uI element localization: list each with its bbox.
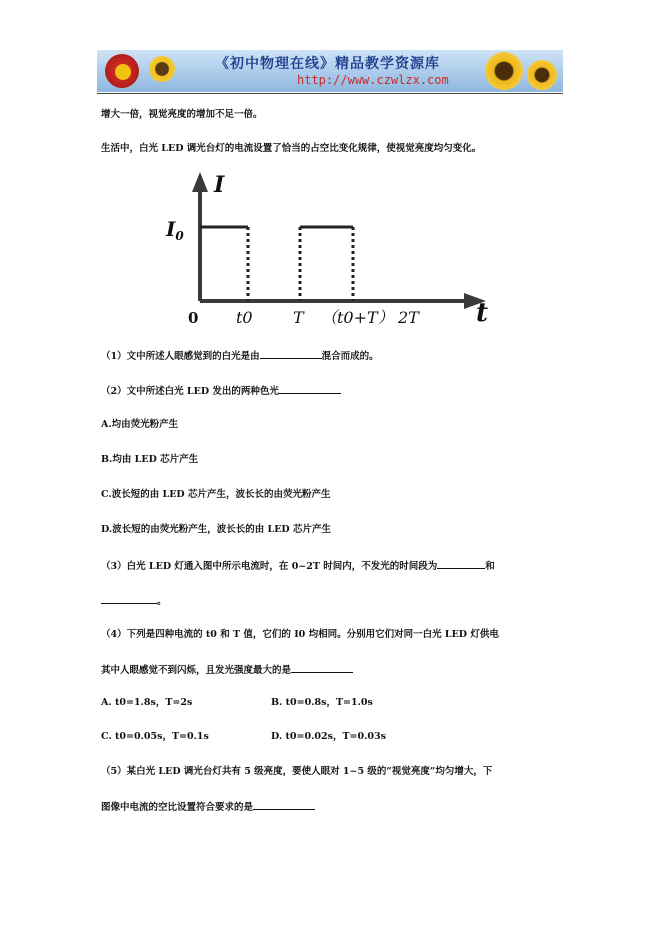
sunflower-icon: [149, 56, 175, 82]
sunflower-icon: [527, 60, 557, 90]
question-2: [101, 384, 341, 398]
answer-blank[interactable]: [291, 663, 353, 673]
sunflower-icon: [485, 52, 523, 90]
y-axis-label: I: [214, 172, 225, 198]
tick-label: （t0+T）: [321, 308, 394, 327]
level-label: [165, 217, 184, 243]
question-5-line-2: [101, 800, 315, 814]
question-3-cont: [101, 594, 167, 608]
question-4-line-1: （4）下列是四种电流的 t0 和 T 值，它们的 I0 均相同。分别用它们对同一白光 LED 灯供电: [101, 629, 499, 640]
tick-labels: [236, 308, 420, 327]
tick-label: t0: [236, 308, 253, 327]
question-5-text: 图像中电流的空比设置符合要求的是: [101, 802, 254, 813]
banner-title: 《初中物理在线》精品教学资源库: [215, 56, 440, 72]
y-axis: [192, 172, 208, 301]
current-time-graph: [150, 170, 500, 335]
answer-blank[interactable]: [437, 559, 485, 569]
answer-blank[interactable]: [253, 800, 315, 810]
question-4-line-2: [101, 663, 353, 677]
plot-series: [200, 227, 353, 301]
level-label-base: I: [166, 217, 176, 241]
tick-label: 2T: [398, 308, 419, 327]
banner-url[interactable]: http://www.czwlzx.com: [297, 73, 449, 87]
level-label-sub: 0: [175, 229, 184, 243]
question-2-text: （2）文中所述白光 LED 发出的两种色光: [101, 386, 279, 397]
question-2-option-a: A.均由荧光粉产生: [101, 419, 179, 430]
question-4-option-b: B. t0=0.8s，T=1.0s: [271, 697, 373, 708]
logo-sun-icon: [115, 64, 131, 80]
x-axis: [200, 293, 486, 309]
question-2-option-c: C.波长短的由 LED 芯片产生，波长长的由荧光粉产生: [101, 489, 331, 500]
answer-blank[interactable]: [101, 594, 157, 604]
question-1-text: （1）文中所述人眼感觉到的白光是由: [101, 351, 260, 362]
question-3-text: （3）白光 LED 灯通入图中所示电流时，在 0~2T 时间内，不发光的时间段为: [101, 561, 438, 572]
question-3-mid: 和: [485, 561, 495, 572]
paragraph: 生活中，白光 LED 调光台灯的电流设置了恰当的占空比变化规律，使视觉亮度均匀变化。: [101, 143, 482, 154]
tick-label: T: [293, 308, 304, 327]
question-1: [101, 349, 379, 363]
question-4-text: 其中人眼感觉不到闪烁，且发光强度最大的是: [101, 665, 292, 676]
header-banner: [97, 50, 563, 92]
answer-blank[interactable]: [260, 349, 322, 359]
x-axis-label: t: [476, 298, 489, 328]
question-2-option-d: D.波长短的由荧光粉产生，波长长的由 LED 芯片产生: [101, 524, 331, 535]
origin-label: 0: [188, 309, 199, 327]
question-4-option-a: A. t0=1.8s，T=2s: [101, 697, 193, 708]
question-4-option-d: D. t0=0.02s，T=0.03s: [271, 731, 386, 742]
question-4-option-c: C. t0=0.05s，T=0.1s: [101, 731, 209, 742]
question-3-tail: 。: [157, 596, 167, 607]
question-1-tail: 混合而成的。: [321, 351, 379, 362]
header-divider: [97, 93, 563, 94]
question-2-option-b: B.均由 LED 芯片产生: [101, 454, 199, 465]
question-5-line-1: （5）某白光 LED 调光台灯共有 5 级亮度，要使人眼对 1~5 级的“视觉亮度”均匀增大，下: [101, 766, 493, 777]
paragraph: 增大一倍，视觉亮度的增加不足一倍。: [101, 109, 263, 120]
answer-blank[interactable]: [279, 384, 341, 394]
question-3: [101, 559, 495, 573]
